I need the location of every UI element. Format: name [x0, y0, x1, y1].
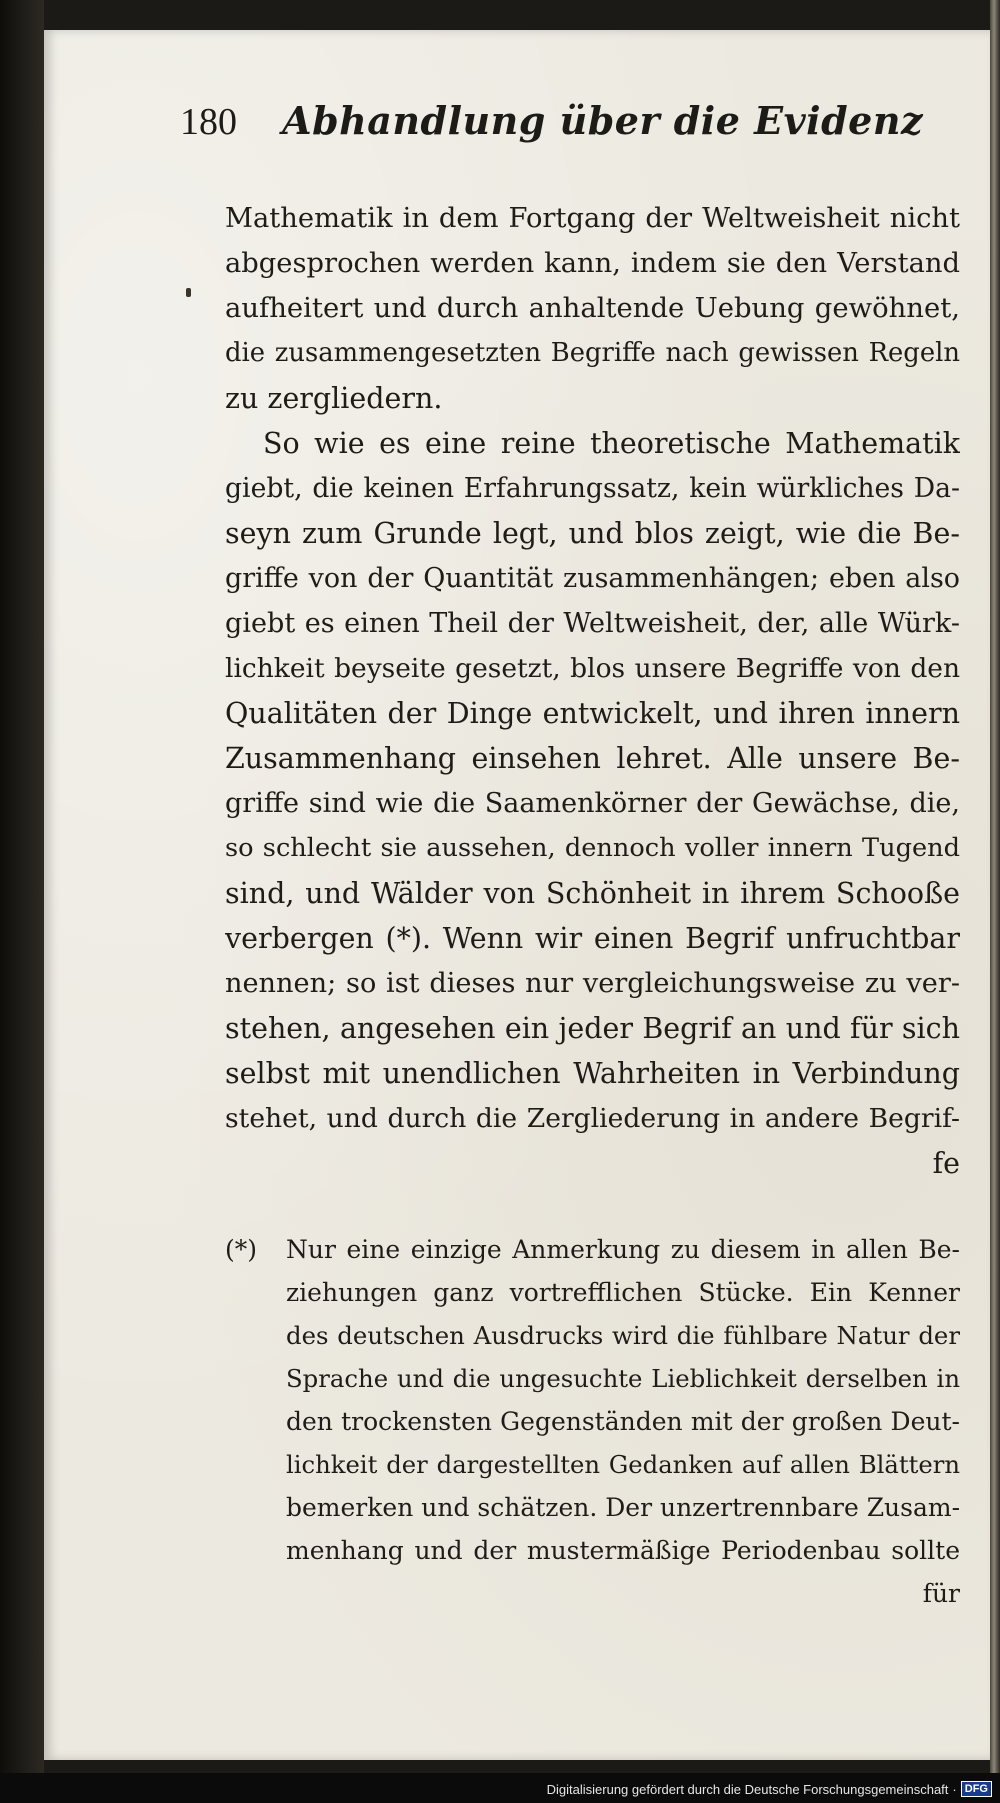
footnote-line: den trockensten Gegenständen mit der großen Deut- [286, 1407, 960, 1436]
footnote-line: ziehungen ganz vortrefflichen Stücke. Ein Kenner [286, 1278, 960, 1307]
text-line: abgesprochen werden kann, indem sie den Verstand [225, 248, 960, 279]
text-line: aufheitert und durch anhaltende Uebung gewöhnet, [225, 293, 960, 324]
text-line: zu zergliedern. [225, 382, 443, 415]
footnote-line: des deutschen Ausdrucks wird die fühlbare Natur der [286, 1321, 960, 1350]
text-line: griffe sind wie die Saamenkörner der Gewächse, die, [225, 788, 960, 819]
footnote-line: lichkeit der dargestellten Gedanken auf allen Blättern [286, 1450, 960, 1479]
page-edge [990, 0, 1000, 1803]
text-line: lichkeit beyseite gesetzt, blos unsere Begriffe von den [225, 653, 960, 684]
text-line: Qualitäten der Dinge entwickelt, und ihren innern [225, 697, 960, 730]
text-line: Mathematik in dem Fortgang der Weltweisheit nicht [225, 203, 960, 234]
footnote-marker: (*) [225, 1235, 258, 1264]
ink-spot [186, 288, 191, 297]
page-number: 180 [180, 101, 237, 143]
footnote-line: bemerken und schätzen. Der unzertrennbare Zusam- [286, 1493, 960, 1522]
running-title: Abhandlung über die Evidenz [282, 98, 924, 143]
text-line: stehet, und durch die Zergliederung in andere Begrif- [225, 1103, 960, 1134]
text-line: stehen, angesehen ein jeder Begrif an und für sich [225, 1012, 960, 1045]
footnote-line: Nur eine einzige Anmerkung zu diesem in allen Be- [286, 1235, 960, 1264]
book-gutter [0, 0, 44, 1803]
footer-bar [0, 1773, 1000, 1803]
text-line: die zusammengesetzten Begriffe nach gewissen Regeln [225, 338, 960, 368]
text-line: giebt, die keinen Erfahrungssatz, kein würkliches Da- [225, 473, 960, 504]
text-line: So wie es eine reine theoretische Mathematik [263, 427, 960, 460]
credit-text: Digitalisierung gefördert durch die Deutsche Forschungsgemeinschaft [546, 1781, 949, 1797]
text-line: nennen; so ist dieses nur vergleichungsweise zu ver- [225, 968, 960, 999]
page-header [180, 98, 924, 158]
text-line: Zusammenhang einsehen lehret. Alle unsere Be- [225, 742, 960, 775]
main-text [225, 196, 960, 1186]
text-line: griffe von der Quantität zusammenhängen; eben also [225, 563, 960, 594]
footnote-line: Sprache und die ungesuchte Lieblichkeit derselben in [286, 1364, 960, 1393]
dfg-logo: DFG [961, 1781, 992, 1797]
footnote [225, 1228, 960, 1615]
text-line: selbst mit unendlichen Wahrheiten in Verbindung [225, 1057, 960, 1090]
catchword: fe [932, 1147, 960, 1180]
text-line: seyn zum Grunde legt, und blos zeigt, wie die Be- [225, 517, 960, 550]
footnote-line: menhang und der mustermäßige Periodenbau sollte [286, 1536, 960, 1565]
text-line: verbergen (*). Wenn wir einen Begrif unfruchtbar [225, 922, 960, 955]
text-line: so schlecht sie aussehen, dennoch voller innern Tugend [225, 833, 960, 863]
footnote-catchword: für [922, 1579, 960, 1608]
digitization-credit: Digitalisierung gefördert durch die Deutsche Forschungsgemeinschaft · DFG [547, 1781, 992, 1797]
text-line: sind, und Wälder von Schönheit in ihrem Schooße [225, 877, 960, 910]
text-line: giebt es einen Theil der Weltweisheit, der, alle Würk- [225, 608, 960, 639]
